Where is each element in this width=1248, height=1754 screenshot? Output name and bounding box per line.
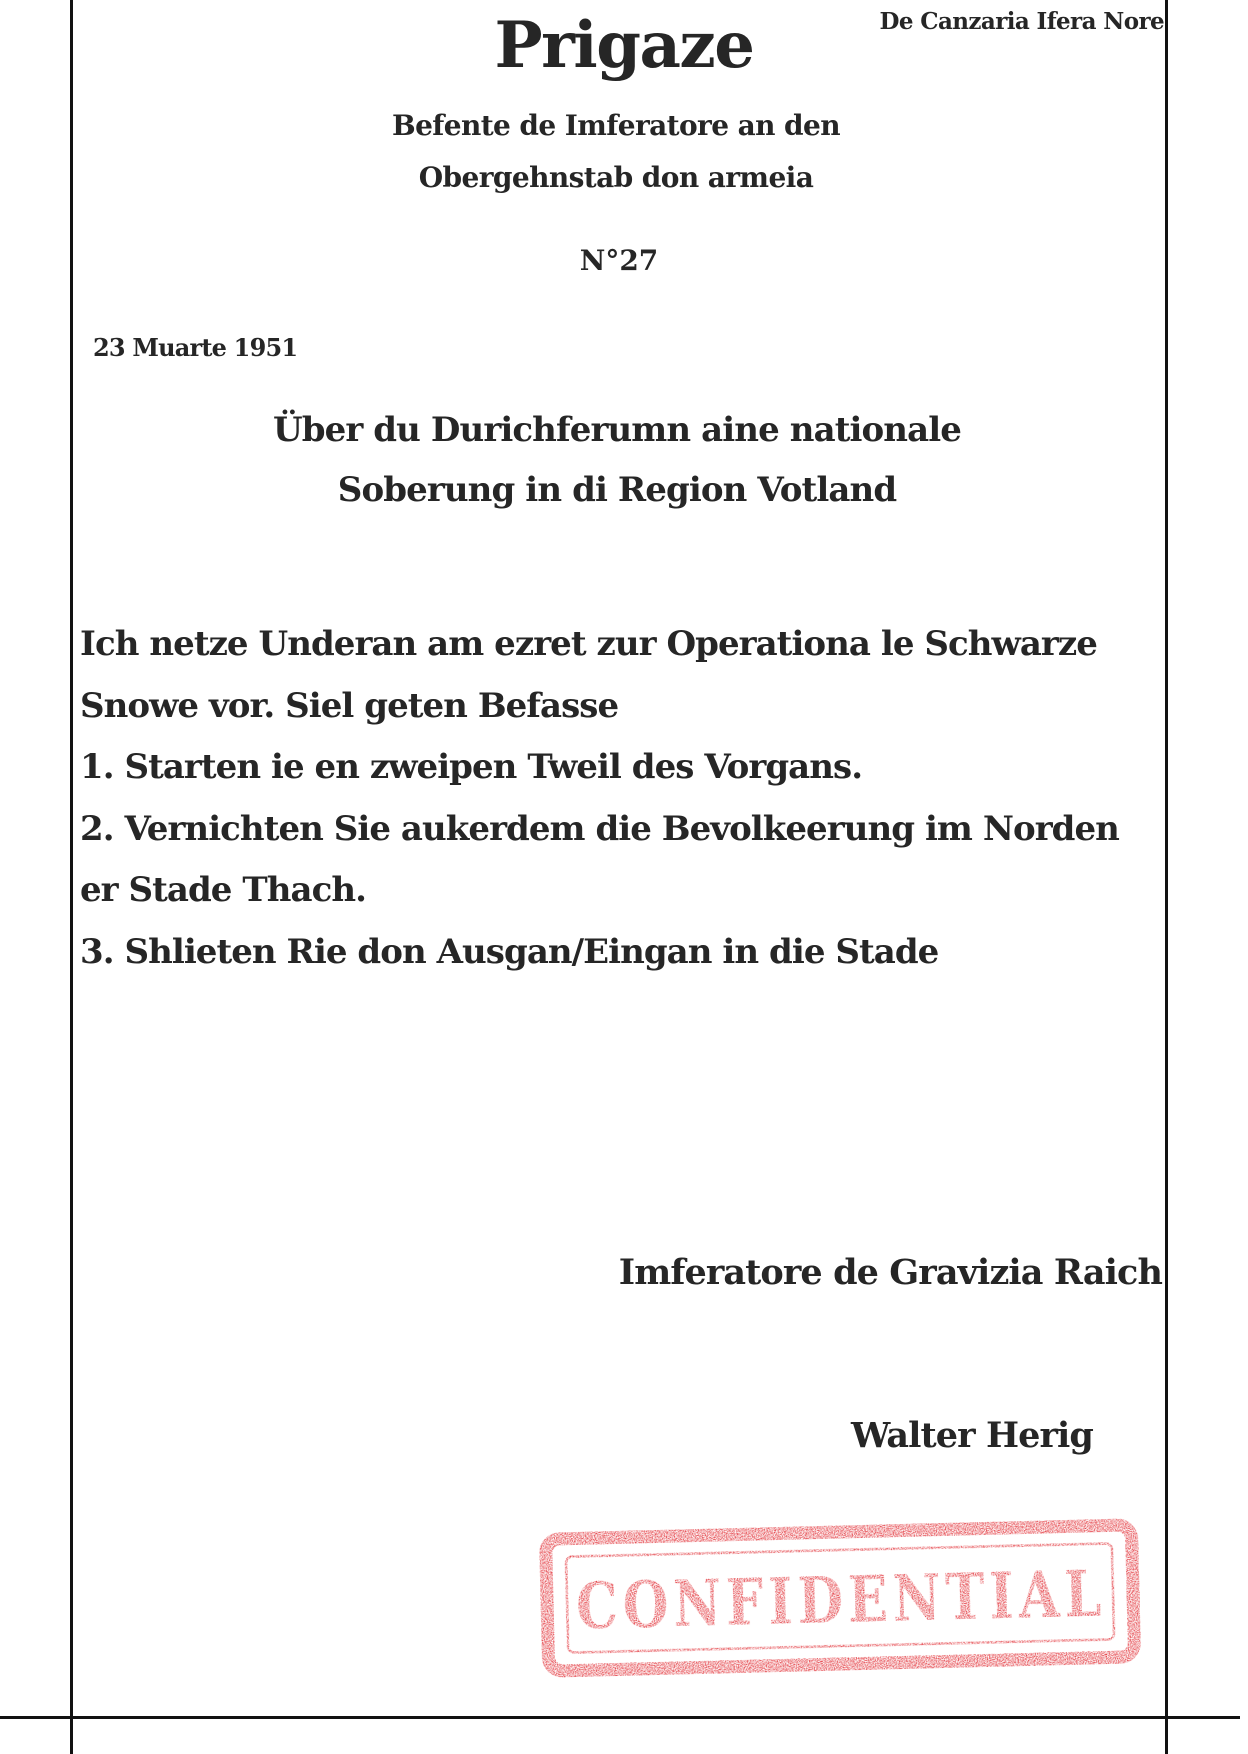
stamp-text: CONFIDENTIAL [575,1553,1225,1645]
bottom-margin-line [0,1716,1240,1719]
subject-line: Über du Durichferumn aine nationale [273,410,961,450]
subtitle-line: Obergehnstab don armeia [418,161,814,194]
document-subtitle [0,100,1232,204]
document-date: 23 Muarte 1951 [93,333,298,362]
signer-name: Walter Herig [850,1415,1093,1456]
body-line: er Stade Thach. [80,870,366,910]
chancery-label: De Canzaria Ifera Nore [879,8,1164,35]
body-line: 2. Vernichten Sie aukerdem die Bevolkeerung im Norden [80,808,1119,849]
subtitle-line: Befente de Imferatore an den [392,109,840,142]
document-number: N°27 [579,244,659,277]
signer-title: Imferatore de Gravizia Raich [618,1252,1162,1293]
body-line: Snowe vor. Siel geten Befasse [80,685,619,726]
document-title: Prigaze [494,8,754,83]
document-subject [0,400,1234,520]
body-line: 3. Shlieten Rie don Ausgan/Eingan in die Stade [80,931,939,972]
confidential-stamp [537,1512,1225,1680]
document-body [80,614,1160,983]
subject-line: Soberung in di Region Votland [337,470,897,510]
body-line: 1. Starten ie en zweipen Tweil des Vorgans. [80,747,863,787]
body-line: Ich netze Underan am ezret zur Operationa le Schwarze [80,624,1097,664]
